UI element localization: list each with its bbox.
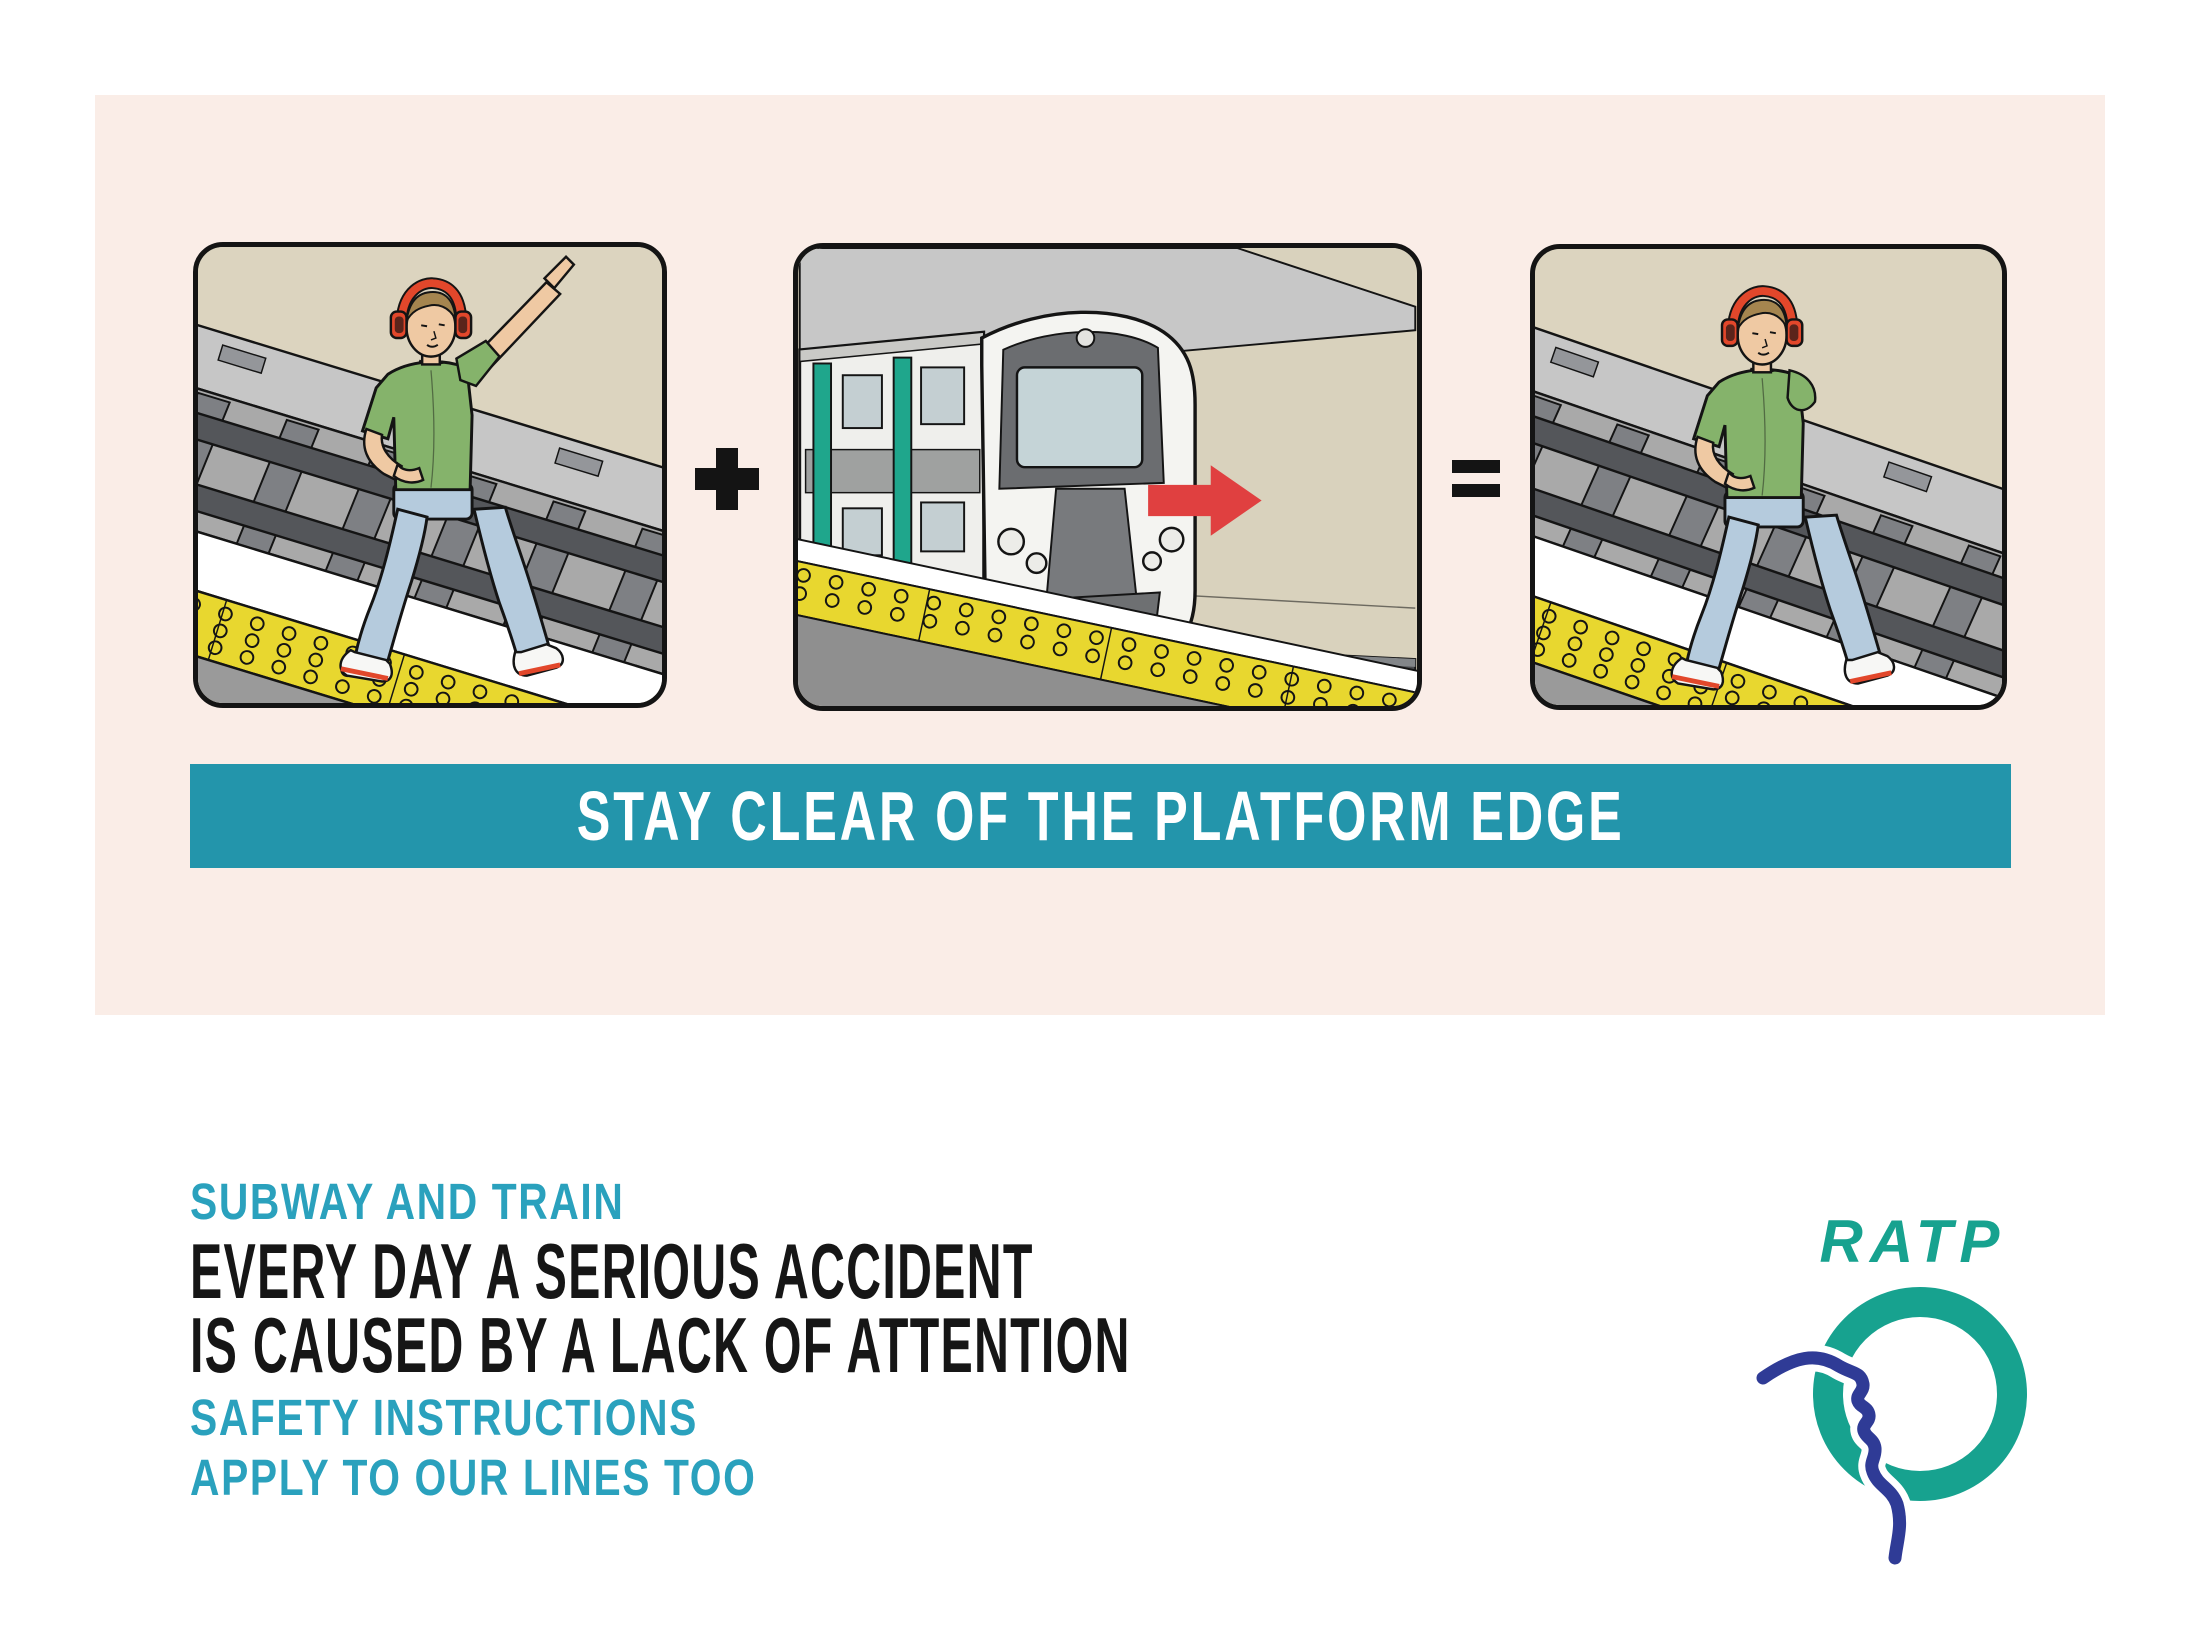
message-headline-line2: IS CAUSED BY A LACK OF ATTENTION bbox=[190, 1301, 1131, 1389]
equals-sign bbox=[1452, 460, 1500, 498]
ratp-wordmark: RATP bbox=[1819, 1208, 2007, 1275]
ratp-logo bbox=[1755, 1196, 2045, 1566]
message-headline-line1: EVERY DAY A SERIOUS ACCIDENT bbox=[190, 1227, 1034, 1315]
panel-distracted-person bbox=[193, 242, 667, 708]
message-outro-line1: SAFETY INSTRUCTIONS bbox=[190, 1389, 698, 1446]
warning-banner-text: STAY CLEAR OF THE PLATFORM EDGE bbox=[576, 777, 1625, 855]
message-outro-line2: APPLY TO OUR LINES TOO bbox=[190, 1449, 757, 1506]
panel-approaching-train bbox=[793, 243, 1422, 711]
panel-person-missing-arm bbox=[1530, 244, 2007, 710]
plus-sign-text bbox=[695, 448, 696, 449]
message-intro: SUBWAY AND TRAIN bbox=[190, 1173, 625, 1230]
plus-sign bbox=[695, 448, 759, 510]
platform-edge-aftermath-illustration bbox=[1535, 249, 2002, 705]
platform-edge-scene-illustration bbox=[198, 247, 662, 703]
train-arrival-illustration bbox=[798, 248, 1417, 706]
ratp-brand-block bbox=[1755, 1196, 2045, 1566]
warning-banner bbox=[190, 764, 2011, 868]
hero-illustration-background bbox=[95, 95, 2105, 1015]
